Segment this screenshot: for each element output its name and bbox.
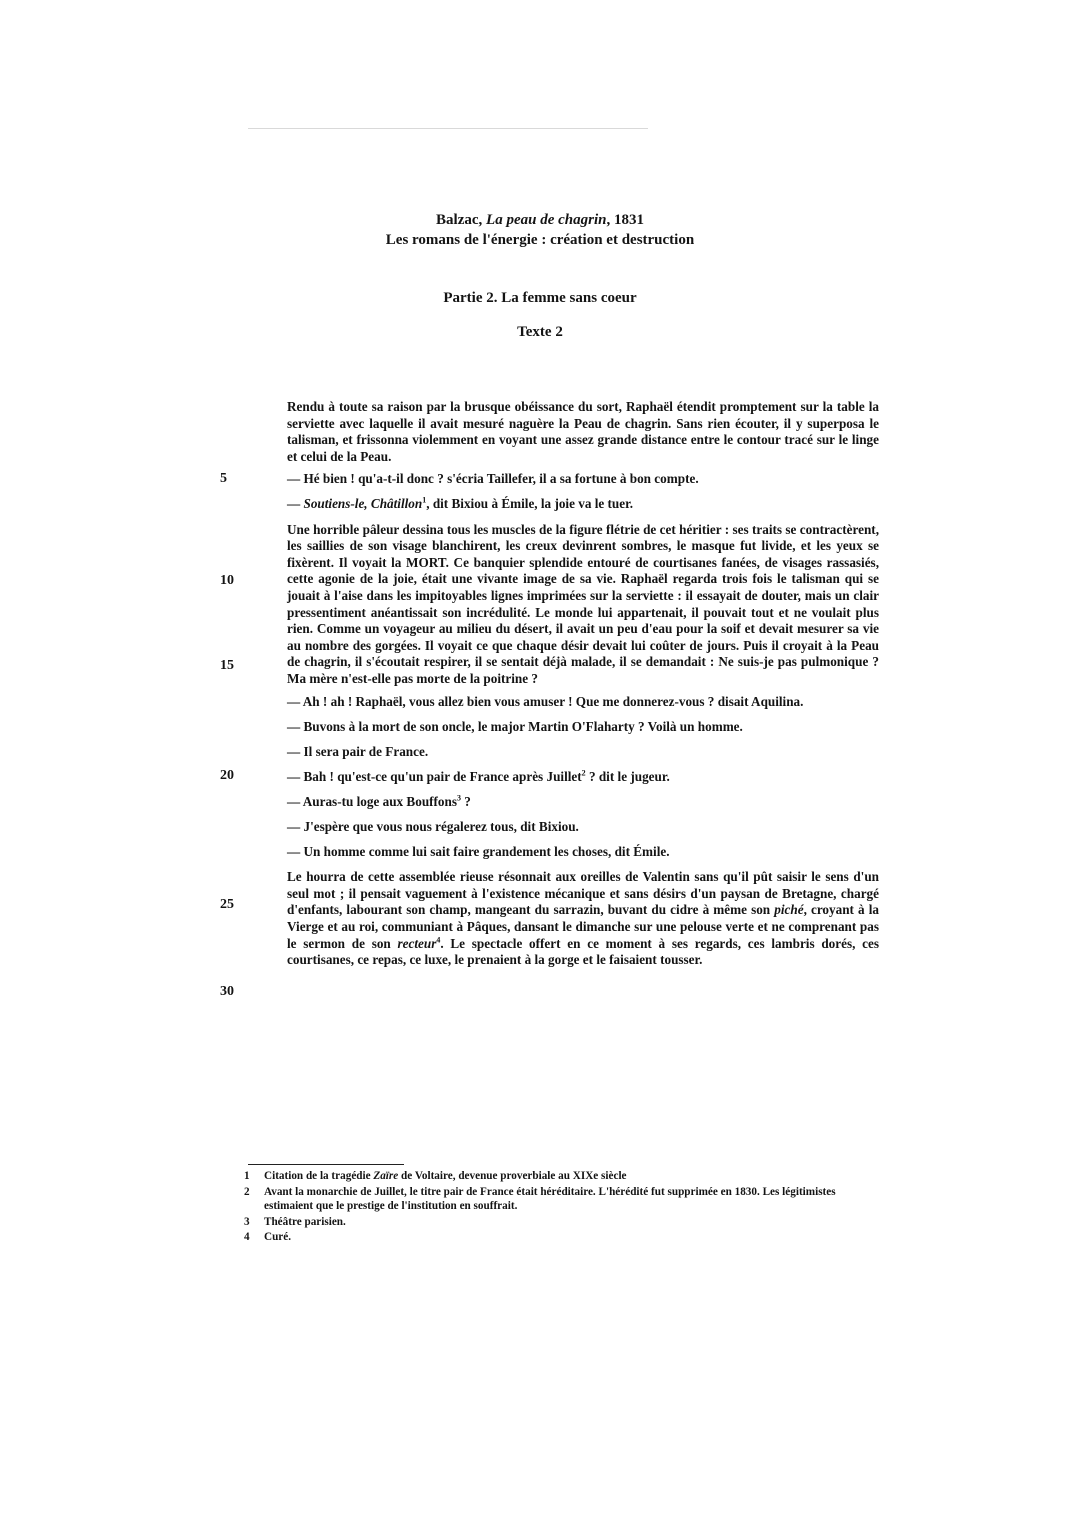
footnote-ref-2: 2	[581, 768, 586, 778]
dialog-line-4: — Buvons à la mort de son oncle, le major Martin O'Flaharty ? Voilà un homme.	[287, 718, 743, 734]
document-title	[0, 210, 1080, 230]
footnote-text: Avant la monarchie de Juillet, le titre pair de France était héréditaire. L'hérédité fut supprimée en 1830. Les légitimistes estimaient que le prestige de l'institution en souffrait.	[264, 1185, 836, 1212]
dialog-text: ? dit le jugeur.	[585, 768, 670, 784]
dialog-text: ?	[461, 793, 471, 809]
dialog-line-8: — J'espère que vous nous régalerez tous, dit Bixiou.	[287, 818, 579, 834]
document-subtitle: Les romans de l'énergie : création et destruction	[385, 232, 695, 248]
footnote-2	[244, 1185, 854, 1214]
dialog-line-5: — Il sera pair de France.	[287, 743, 429, 759]
line-number-10: 10	[220, 573, 234, 588]
footnote-3	[244, 1215, 854, 1230]
footnote-text: Curé.	[264, 1231, 292, 1243]
dialog-line-7	[287, 794, 879, 811]
footnote-separator	[248, 1164, 404, 1165]
footnote-text-part: Citation de la tragédie	[264, 1170, 374, 1182]
footnote-text	[264, 1169, 854, 1184]
dialog-line-2	[287, 496, 879, 513]
paragraph-text: Le hourra de cette assemblée rieuse résonnait aux oreilles de Valentin sans qu'il pût saisir le sens d'un seul mot ; il pensait vaguement à l'existence mécanique et sans désirs d'un paysan de Bretagne, chargé d'enfants, labourant son champ, mangeant du sarrazin, buvant du cidre à même son	[287, 869, 879, 918]
scan-top-rule	[248, 128, 648, 129]
footnote-text: Théâtre parisien.	[264, 1215, 346, 1228]
line-number-30: 30	[220, 984, 234, 999]
title-year: , 1831	[606, 212, 644, 228]
footnote-ref-4: 4	[436, 935, 441, 945]
footnote-text-part: de Voltaire, devenue proverbiale au XIXe siècle	[398, 1170, 627, 1182]
line-number-25: 25	[220, 897, 234, 912]
dialog-line-3: — Ah ! ah ! Raphaël, vous allez bien vous amuser ! Que me donnerez-vous ? disait Aquilina.	[287, 693, 804, 709]
footnotes	[244, 1169, 854, 1246]
italic-word: piché	[774, 902, 804, 918]
footnote-ref-3: 3	[457, 793, 461, 803]
dialog-text: — Bah ! qu'est-ce qu'un pair de France après Juillet	[287, 768, 582, 784]
line-number-20: 20	[220, 768, 234, 783]
dialog-line-9: — Un homme comme lui sait faire grandement les choses, dit Émile.	[287, 844, 670, 860]
part-heading: Partie 2. La femme sans coeur	[443, 290, 637, 306]
italic-quote: Soutiens-le, Châtillon	[303, 496, 423, 512]
paragraph-3	[287, 869, 879, 969]
footnote-italic: Zaïre	[373, 1170, 399, 1182]
footnote-number: 3	[244, 1215, 250, 1228]
dialog-text: , dit Bixiou à Émile, la joie va le tuer.	[426, 496, 634, 512]
footnote-4	[244, 1230, 854, 1245]
footnote-1	[244, 1169, 854, 1184]
title-work: La peau de chagrin	[486, 212, 607, 228]
footnote-number: 2	[244, 1185, 250, 1198]
footnote-number: 4	[244, 1231, 250, 1243]
title-author: Balzac,	[436, 212, 487, 228]
paragraph-text: , croyant à la Vierge et au roi, communiant à Pâques, dansant le dimanche sur une pelouse verte et ne comprenant pas le sermon de son	[287, 902, 879, 951]
dialog-line-1: — Hé bien ! qu'a-t-il donc ? s'écria Taillefer, il a sa fortune à bon compte.	[287, 471, 699, 487]
paragraph-text: . Le spectacle offert en ce moment à ses regards, ces lambris dorés, ces courtisanes, ce repas, ce luxe, le prenaient à la gorge et le faisaient tousser.	[287, 935, 879, 968]
dialog-line-6	[287, 769, 879, 786]
italic-word: recteur	[397, 935, 437, 951]
dialog-text: — Auras-tu loge aux Bouffons	[287, 793, 457, 809]
excerpt-body	[287, 399, 879, 975]
dialog-dash: —	[287, 496, 304, 512]
text-label: Texte 2	[517, 324, 563, 340]
line-number-15: 15	[220, 658, 234, 673]
footnote-ref-1: 1	[422, 496, 427, 506]
paragraph-2: Une horrible pâleur dessina tous les muscles de la figure flétrie de cet héritier : ses traits se contractèrent, les saillies de son visage blanchirent, les creux devinrent sombres, le masque fut livide, et les yeux se fixèrent. Il voyait la MORT. Ce banquier splendide entouré de courtisanes fanées, de visages rassasiés, cette agonie de la joie, était une vivante image de sa vie. Raphaël regarda trois fois le talisman qui se jouait à l'aise dans les impitoyables lignes imprimées sur la serviette : il essayait de douter, mais un clair pressentiment anéantissait son incrédulité. Le monde lui appartenait, il pouvait tout et ne voulait plus rien. Comme un voyageur au milieu du désert, il avait un peu d'eau pour la soif et devait mesurer sa vie au nombre des gorgées. Il voyait ce que chaque désir devait lui coûter de jours. Puis il croyait à la Peau de chagrin, il s'écoutait respirer, il se sentait déjà malade, il se demandait : Ne suis-je pas pulmonique ? Ma mère n'est-elle pas morte de la poitrine ?	[287, 521, 879, 686]
line-number-5: 5	[220, 471, 227, 486]
footnote-number: 1	[244, 1170, 250, 1182]
paragraph-1: Rendu à toute sa raison par la brusque obéissance du sort, Raphaël étendit promptement sur la table la serviette avec laquelle il avait mesuré naguère la Peau de chagrin. Sans rien écouter, il y superposa le talisman, et frissonna violemment en voyant une assez grande distance entre le contour tracé sur le linge et celui de la Peau.	[287, 399, 879, 464]
